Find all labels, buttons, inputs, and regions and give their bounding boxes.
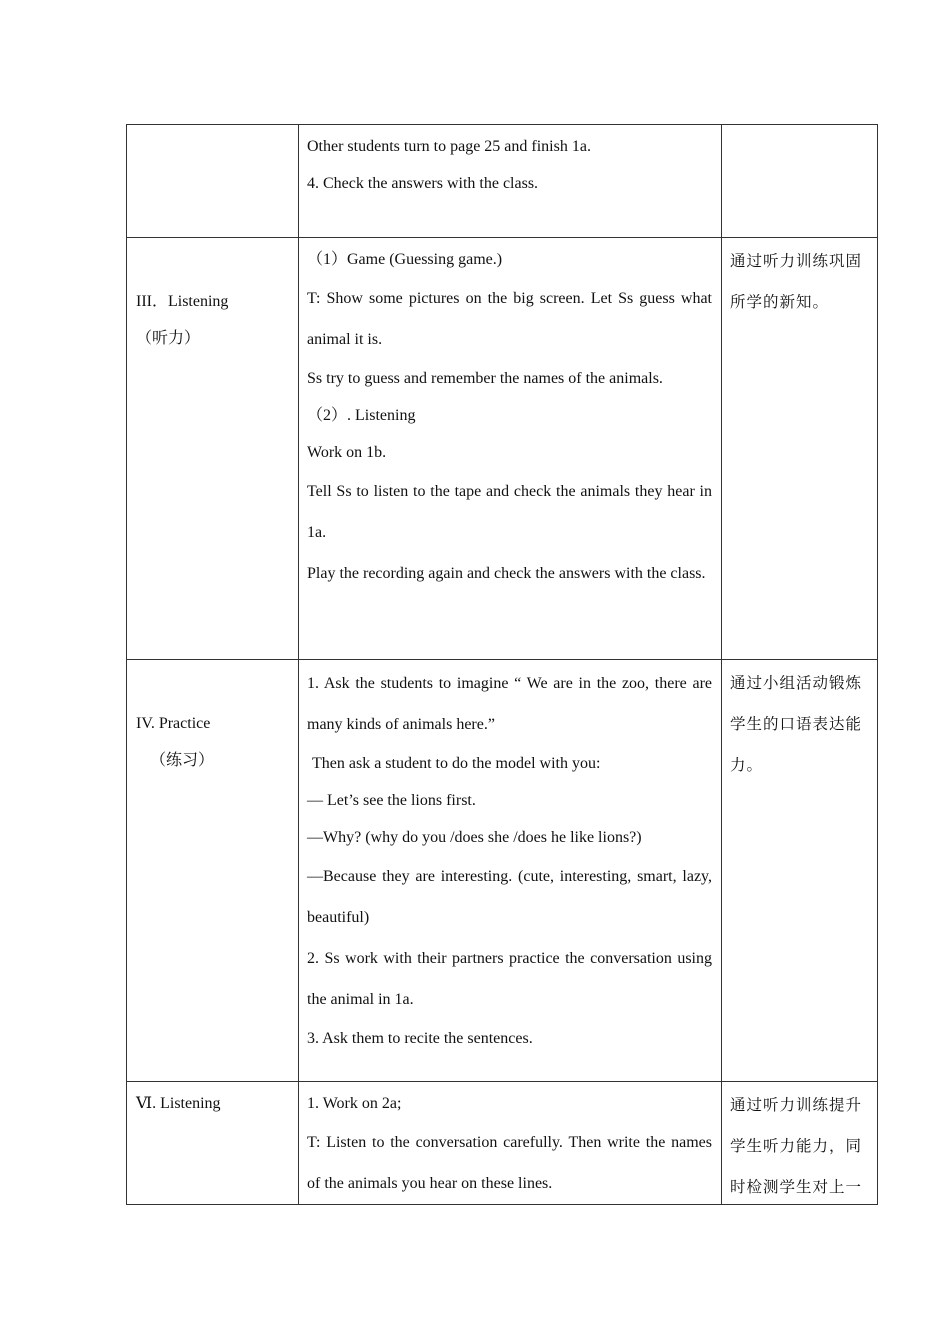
steps-cell <box>299 125 722 238</box>
purpose-cell <box>722 125 878 238</box>
stage-subtitle: （听力） <box>136 330 201 347</box>
table-row <box>127 238 878 660</box>
step-text: Work on 1b. <box>307 444 387 461</box>
stage-title: IV. Practice <box>136 715 211 732</box>
steps-cell <box>299 660 722 1082</box>
step-text: —Because they are interesting. (cute, interesting, smart, lazy, beautiful) <box>307 868 712 926</box>
step-text: Ss try to guess and remember the names of the animals. <box>307 370 663 387</box>
step-text: Play the recording again and check the answers with the class. <box>307 565 706 582</box>
step-text: 1. Work on 2a; <box>307 1095 402 1112</box>
stage-title: III．Listening <box>136 293 229 310</box>
stage-cell <box>127 125 299 238</box>
step-text: Then ask a student to do the model with you: <box>312 755 601 772</box>
step-text: Tell Ss to listen to the tape and check the animals they hear in 1a. <box>307 483 712 541</box>
step-text: Other students turn to page 25 and finish 1a. <box>307 138 591 155</box>
stage-cell <box>127 238 299 660</box>
stage-cell <box>127 1082 299 1205</box>
step-text: 3. Ask them to recite the sentences. <box>307 1030 533 1047</box>
steps-cell <box>299 1082 722 1205</box>
stage-cell <box>127 660 299 1082</box>
step-text: 4. Check the answers with the class. <box>307 175 539 192</box>
steps-cell <box>299 238 722 660</box>
purpose-cell <box>722 660 878 1082</box>
purpose-text: 通过听力训练巩固所学的新知。 <box>730 252 863 311</box>
step-text: 1. Ask the students to imagine “ We are in the zoo, there are many kinds of animals here.” <box>307 675 712 733</box>
stage-subtitle: （练习） <box>150 752 215 769</box>
step-text: （2）. Listening <box>307 407 416 424</box>
table-row <box>127 660 878 1082</box>
step-text: （1）Game (Guessing game.) <box>307 251 503 268</box>
step-text: T: Listen to the conversation carefully. Then write the names of the animals you hear on these lines. <box>307 1134 712 1192</box>
purpose-cell <box>722 238 878 660</box>
step-text: — Let’s see the lions first. <box>307 792 476 809</box>
step-text: —Why? (why do you /does she /does he like lions?) <box>307 829 642 846</box>
purpose-cell <box>722 1082 878 1205</box>
step-text: T: Show some pictures on the big screen. Let Ss guess what animal it is. <box>307 290 712 348</box>
purpose-text: 通过小组活动锻炼学生的口语表达能力。 <box>730 674 863 774</box>
lesson-plan-table <box>126 124 878 1205</box>
stage-title: Ⅵ. Listening <box>136 1095 221 1112</box>
table-row <box>127 125 878 238</box>
purpose-text: 通过听力训练提升学生听力能力，同时检测学生对上一 <box>730 1096 863 1196</box>
step-text: 2. Ss work with their partners practice the conversation using the animal in 1a. <box>307 950 712 1008</box>
table-row <box>127 1082 878 1205</box>
